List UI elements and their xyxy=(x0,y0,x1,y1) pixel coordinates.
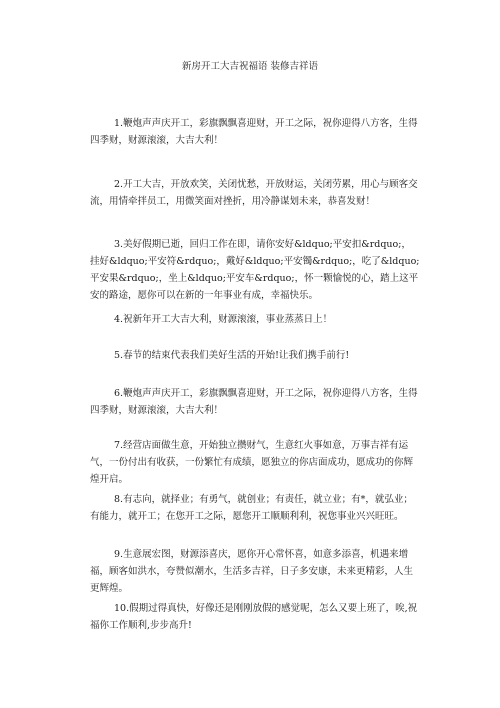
document-title: 新房开工大吉祝福语 装修吉祥语 xyxy=(181,61,319,72)
paragraph-5: 5.春节的结束代表我们美好生活的开始!让我们携手前行! xyxy=(114,350,350,361)
paragraph-6: 6.鞭炮声声庆开工，彩旗飘飘喜迎财，开工之际，祝你迎得八方客，生得四季财，财源滚滚，大吉大利！ xyxy=(90,388,418,416)
paragraph-2: 2.开工大吉，开放欢笑，关闭忧愁，开放财运，关闭劳累，用心与顾客交流，用情牵拌员工，用微笑面对挫折，用冷静谋划未来，恭喜发财！ xyxy=(90,179,418,207)
paragraph-10: 10.假期过得真快，好像还是刚刚放假的感觉呢，怎么又要上班了，唉,祝福你工作顺利,步步高升! xyxy=(90,603,418,631)
paragraph-3: 3.美好假期已逝，回归工作在即，请你安好&ldquo;平安扣&rdquo;，挂好&ldquo;平安符&rdquo;，戴好&ldquo;平安镯&rdquo;，吃了&ldquo;平安果&rdquo;，坐上&ldquo;平安车&rdquo;，怀一颗愉悦的心，踏上这平安的路途，愿你可以在新的一年事业有成，幸福快乐。 xyxy=(90,239,420,301)
paragraph-9: 9.生意展宏图，财源添喜庆，愿你开心常怀喜，如意多添喜，机遇来增福，顾客如洪水，夸赞似潮水，生活多吉祥，日子多安康，未来更精彩，人生更辉煌。 xyxy=(90,549,414,594)
paragraph-4: 4.祝新年开工大吉大利，财源滚滚，事业蒸蒸日上！ xyxy=(114,314,333,325)
paragraph-1: 1.鞭炮声声庆开工，彩旗飘飘喜迎财，开工之际，祝你迎得八方客，生得四季财，财源滚滚，大吉大利！ xyxy=(90,118,418,146)
paragraph-8: 8.有志向，就择业；有勇气，就创业；有责任，就立业；有*，就弘业；有能力，就开工；在您开工之际，愿您开工顺顺利利，祝您事业兴兴旺旺。 xyxy=(90,494,413,522)
paragraph-7: 7.经营店面做生意，开始独立攒财气，生意红火事如意，万事吉祥有运气，一份付出有收获，一份繁忙有成绩，愿独立的你店面成功，愿成功的你辉煌开启。 xyxy=(90,440,414,485)
